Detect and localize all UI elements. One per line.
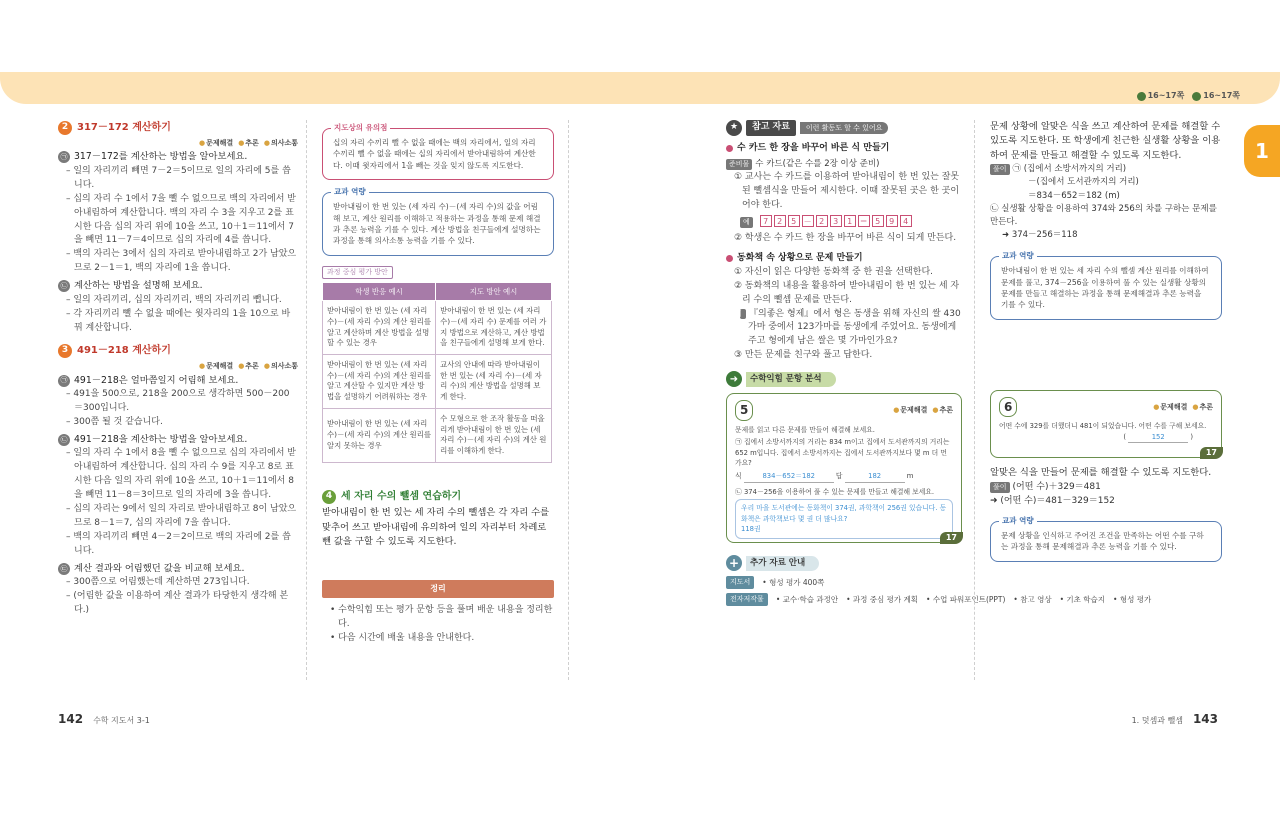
section-2-q2: ㉡ 계산하는 방법을 설명해 보세요. bbox=[58, 279, 298, 293]
curriculum-box-3: 교과 역량 문제 상황을 인식하고 주어진 조건을 만족하는 어떤 수를 구하는 과정을 통해 문제해결과 추론 능력을 기를 수 있다. bbox=[990, 521, 1222, 562]
card-example: 예 7 2 5 － 2 3 1 ＝ 5 9 4 bbox=[726, 215, 962, 230]
section-2-badges: ● 문제해결 ● 추론 ● 의사소통 bbox=[58, 138, 298, 149]
section-3-q3: ㉢ 계산 결과와 어림했던 값을 비교해 보세요. bbox=[58, 562, 298, 576]
column-center-left bbox=[322, 120, 554, 646]
section-3-q2: ㉡ 491－218을 계산하는 방법을 알아보세요. bbox=[58, 433, 298, 447]
textbook-icon bbox=[1137, 92, 1146, 101]
section-4-heading: 4 세 자리 수의 뺄셈 연습하기 bbox=[322, 489, 554, 505]
activity-1-title: 수 카드 한 장을 바꾸어 바른 식 만들기 bbox=[726, 142, 962, 156]
section-2-q1: ㉠ 317－172를 계산하는 방법을 알아보세요. bbox=[58, 150, 298, 164]
plus-icon: + bbox=[726, 555, 742, 571]
workbook-problem-6: 6 ● 문제해결 ● 추론 어떤 수에 329를 더했더니 481이 되었습니다. 어떤 수를 구해 보세요. ( 152 ) 17 bbox=[990, 390, 1222, 459]
divider bbox=[306, 120, 307, 680]
workbook-problem-5: 5 ● 문제해결 ● 추론 문제를 읽고 다른 문제를 만들어 해결해 보세요. ㉠ 집에서 소방서까지의 거리는 834 m이고 집에서 도서관까지의 거리는 652 m입니다. 집에서 소방서까지는 집에서 도서관까지보다 몇 m 더 먼가요? 식 834－652＝182 답 182 m ㉡ 374－256을 이용하여 풀 수 있는 문제를 만들고 해결해 보세요. 우리 마을 도서관에는 동화책이 374권, 과학책이 256권 있습니다. 동화책은 과학책보다 몇 권 더 많나요? 118권 17 bbox=[726, 393, 962, 543]
section-4-text: 받아내림이 한 번 있는 세 자리 수의 뺄셈은 각 자리 수를 맞추어 쓰고 받아내림에 유의하여 일의 자리부터 차례로 뺀 값을 구할 수 있도록 지도한다. bbox=[322, 507, 550, 548]
column-right: 문제 상황에 알맞은 식을 쓰고 계산하여 문제를 해결할 수 있도록 지도한다. 또 학생에게 친근한 실생활 상황을 이용하여 문제를 만들고 해결할 수 있도록 지도한다. 풀이 ㉠ (집에서 소방서까지의 거리) －(집에서 도서관까지의 거리) ＝834－652＝182 (m) ㉡ 실생활 상황을 이용하여 374와 256의 차를 구하는 문제를 만든다. ➜ 374－256＝118 교과 역량 받아내림이 한 번 있는 세 자리 수의 뺄셈 계산 원리를 이해하여 문제를 풀고, 374－256을 이용하여 풀 수 있는 실생활 상황의 문제를 만들고 해결하는 과정을 통해 문제해결과 추론 능력을 기를 수 있다. 6 ● 문제해결 ● 추론 어떤 수에 329를 더했더니 481이 되었습니다. 어떤 수를 구해 보세요. ( 152 ) 17 알맞은 식을 만들어 문제를 해결할 수 있도록 지도한다. 풀이 (어떤 수)＋329＝481 ➜ (어떤 수)＝481－329＝152 교과 역량 문제 상황을 인식하고 주어진 조건을 만족하는 어떤 수를 구하는 과정을 통해 문제해결과 추론 능력을 기를 수 있다. bbox=[990, 120, 1222, 562]
evaluation: 과정 중심 평가 방안 학생 반응 예시 지도 방안 예시 받아내림이 한 번 있는 (세 자리 수)－(세 자리 수)의 계산 원리를 알고 계산하며 계산 방법을 설명할 수 있는 경우 받아내림이 한 번 있는 (세 자리 수)－(세 자리 수) 문제를 여러 가지 방법으로 계산하고, 계산 방법을 친구들에게 설명해 보게 한다. 받아내림이 한 번 있는 (세 자리 수)－(세 자리 수)의 계산 원리를 알고 계산할 수 있지만 계산 방법을 설명하기 어려워하는 경우 교사의 안내에 따라 받아내림이 한 번 있는 (세 자리 수)－(세 자리 수)의 계산 방법을 설명해 보게 한다. 받아내림이 한 번 있는 (세 자리 수)－(세 자리 수)의 계산 원리를 알지 못하는 경우 수 모형으로 한 조작 활동을 떠올리게 받아내림이 한 번 있는 (세 자리 수)－(세 자리 수)의 계산 원리를 이해하게 한다. bbox=[322, 266, 554, 463]
closing: 정리 • 수학익힘 또는 평가 문항 등을 풀며 배운 내용을 정리한다. • 다음 시간에 배울 내용을 안내한다. bbox=[322, 580, 554, 646]
section-2-heading: 2 317－172 계산하기 bbox=[58, 120, 298, 136]
reference-heading: ★ 참고 자료 이런 활동도 할 수 있어요 bbox=[726, 120, 962, 136]
star-icon: ★ bbox=[726, 120, 742, 136]
divider bbox=[974, 120, 975, 680]
chapter-tab[interactable]: 1 bbox=[1244, 125, 1280, 177]
column-left: 2 317－172 계산하기 ● 문제해결 ● 추론 ● 의사소통 ㉠ 317－172를 계산하는 방법을 알아보세요. – 일의 자리끼리 빼면 7－2＝5이므로 일의 자리에 5를 씁니다. – 십의 자리 수 1에서 7을 뺄 수 없으므로 백의 자리에서 받아내림하여 계산합니다. 백의 자리 수 3을 지우고 2를 표시한 다음 십의 자리 위에 10을 쓰고, 10＋1＝11에서 7을 빼면 11－7＝4이므로 십의 자리에 4를 씁니다. – 백의 자리는 3에서 십의 자리로 받아내림하고 2가 남았으므로 2－1＝1, 백의 자리에 1을 씁니다. ㉡ 계산하는 방법을 설명해 보세요. – 일의 자리끼리, 십의 자리끼리, 백의 자리끼리 뺍니다. – 각 자리끼리 뺄 수 없을 때에는 윗자리의 1을 10으로 바꿔 계산합니다. 3 491－218 계산하기 ● 문제해결 ● 추론 ● 의사소통 ㉠ 491－218은 얼마쯤일지 어림해 보세요. – 491을 500으로, 218을 200으로 생각하면 500－200＝300입니다. – 300쯤 될 것 같습니다. ㉡ 491－218을 계산하는 방법을 알아보세요. – 일의 자리 수 1에서 8을 뺄 수 없으므로 십의 자리에서 받아내림하여 계산합니다. 십의 자리 수 9를 지우고 8로 표시한 다음 일의 자리 위에 10을 쓰고, 10＋1＝11에서 8을 빼면 11－8＝3이므로 일의 자리에 3을 씁니다. – 십의 자리는 9에서 일의 자리로 받아내림하고 8이 남았으므로 8－1＝7, 십의 자리에 7을 씁니다. – 백의 자리끼리 빼면 4－2＝2이므로 백의 자리에 2를 씁니다. ㉢ 계산 결과와 어림했던 값을 비교해 보세요. – 300쯤으로 어림했는데 계산하면 273입니다. – (어림한 값을 이용하여 계산 결과가 타당한지 생각해 본다.) bbox=[58, 120, 298, 618]
activity-2-title: 동화책 속 상황으로 문제 만들기 bbox=[726, 252, 962, 266]
top-band bbox=[0, 72, 1280, 104]
caution-box: 지도상의 유의점 십의 자리 수끼리 뺄 수 없을 때에는 백의 자리에서, 일의 자리 수끼리 뺄 수 없을 때에는 십의 자리에서 받아내림하여 계산한다. 이때 윗자리에서 1을 빼는 것을 잊지 않도록 지도한다. bbox=[322, 128, 554, 180]
footer-right: 1. 덧셈과 뺄셈 143 bbox=[1131, 712, 1218, 726]
column-center-right: ★ 참고 자료 이런 활동도 할 수 있어요 수 카드 한 장을 바꾸어 바른 식 만들기 준비물 수 카드(같은 수를 2장 이상 준비) ① 교사는 수 카드를 이용하여 받아내림이 한 번 있는 잘못된 뺄셈식을 만들어 제시한다. 이때 잘못된 곳은 한 곳이어야 한다. 예 7 2 5 － 2 3 1 ＝ 5 9 4 ② 학생은 수 카드 한 장을 바꾸어 바른 식이 되게 만든다. 동화책 속 상황으로 문제 만들기 ① 자신이 읽은 다양한 동화책 중 한 권을 선택한다. ② 동화책의 내용을 활용하여 받아내림이 한 번 있는 세 자리 수의 뺄셈 문제를 만든다. 예 『의좋은 형제』에서 형은 동생을 위해 자신의 쌀 430가마 중에서 123가마를 동생에게 주었어요. 동생에게 주고 형에게 남은 쌀은 몇 가마인가요? ③ 만든 문제를 친구와 풀고 답한다. ➜ 수학익힘 문항 분석 5 ● 문제해결 ● 추론 문제를 읽고 다른 문제를 만들어 해결해 보세요. ㉠ 집에서 소방서까지의 거리는 834 m이고 집에서 도서관까지의 거리는 652 m입니다. 집에서 소방서까지는 집에서 도서관까지보다 몇 m 더 먼가요? 식 834－652＝182 답 182 m ㉡ 374－256을 이용하여 풀 수 있는 문제를 만들고 해결해 보세요. 우리 마을 도서관에는 동화책이 374권, 과학책이 256권 있습니다. 동화책은 과학책보다 몇 권 더 많나요? 118권 17 + 추가 자료 안내 지도서 • 형성 평가 400쪽 전자저작물 • 교수·학습 과정안 • 과정 중심 평가 계획 • 수업 파워포인트(PPT) • 참고 영상 • 기초 학습지 • 형성 평가 bbox=[726, 120, 962, 606]
page-tags: 16~17쪽 16~17쪽 bbox=[1137, 90, 1240, 102]
section-3-q1: ㉠ 491－218은 얼마쯤일지 어림해 보세요. bbox=[58, 374, 298, 388]
curriculum-box-2: 교과 역량 받아내림이 한 번 있는 세 자리 수의 뺄셈 계산 원리를 이해하여 문제를 풀고, 374－256을 이용하여 풀 수 있는 실생활 상황의 문제를 만들고 해결하는 과정을 통해 문제해결과 추론 능력을 기를 수 있다. bbox=[990, 256, 1222, 320]
workbook-icon bbox=[1192, 92, 1201, 101]
divider bbox=[568, 120, 569, 680]
evaluation-table: 학생 반응 예시 지도 방안 예시 받아내림이 한 번 있는 (세 자리 수)－(세 자리 수)의 계산 원리를 알고 계산하며 계산 방법을 설명할 수 있는 경우 받아내림이 한 번 있는 (세 자리 수)－(세 자리 수) 문제를 여러 가지 방법으로 계산하고, 계산 방법을 친구들에게 설명해 보게 한다. 받아내림이 한 번 있는 (세 자리 수)－(세 자리 수)의 계산 원리를 알고 계산할 수 있지만 계산 방법을 설명하기 어려워하는 경우 교사의 안내에 따라 받아내림이 한 번 있는 (세 자리 수)－(세 자리 수)의 계산 방법을 설명해 보게 한다. 받아내림이 한 번 있는 (세 자리 수)－(세 자리 수)의 계산 원리를 알지 못하는 경우 수 모형으로 한 조작 활동을 떠올리게 받아내림이 한 번 있는 (세 자리 수)－(세 자리 수)의 계산 원리를 이해하게 한다. bbox=[322, 282, 552, 463]
footer-left: 142 수학 지도서 3-1 bbox=[58, 712, 150, 726]
curriculum-box-1: 교과 역량 받아내림이 한 번 있는 (세 자리 수)－(세 자리 수)의 값을 어림해 보고, 계산 원리를 이해하고 적용하는 과정을 통해 문제 해결과 추론 능력을 기를 수 있다. 계산 방법을 친구들에게 설명하는 과정을 통해 의사소통 능력을 기를 수 있다. bbox=[322, 192, 554, 256]
additional-resources: + 추가 자료 안내 지도서 • 형성 평가 400쪽 전자저작물 • 교수·학습 과정안 • 과정 중심 평가 계획 • 수업 파워포인트(PPT) • 참고 영상 • 기초 학습지 • 형성 평가 bbox=[726, 555, 962, 606]
workbook-heading: ➜ 수학익힘 문항 분석 bbox=[726, 371, 962, 387]
arrow-icon: ➜ bbox=[726, 371, 742, 387]
section-3-badges: ● 문제해결 ● 추론 ● 의사소통 bbox=[58, 361, 298, 372]
section-3-heading: 3 491－218 계산하기 bbox=[58, 343, 298, 359]
